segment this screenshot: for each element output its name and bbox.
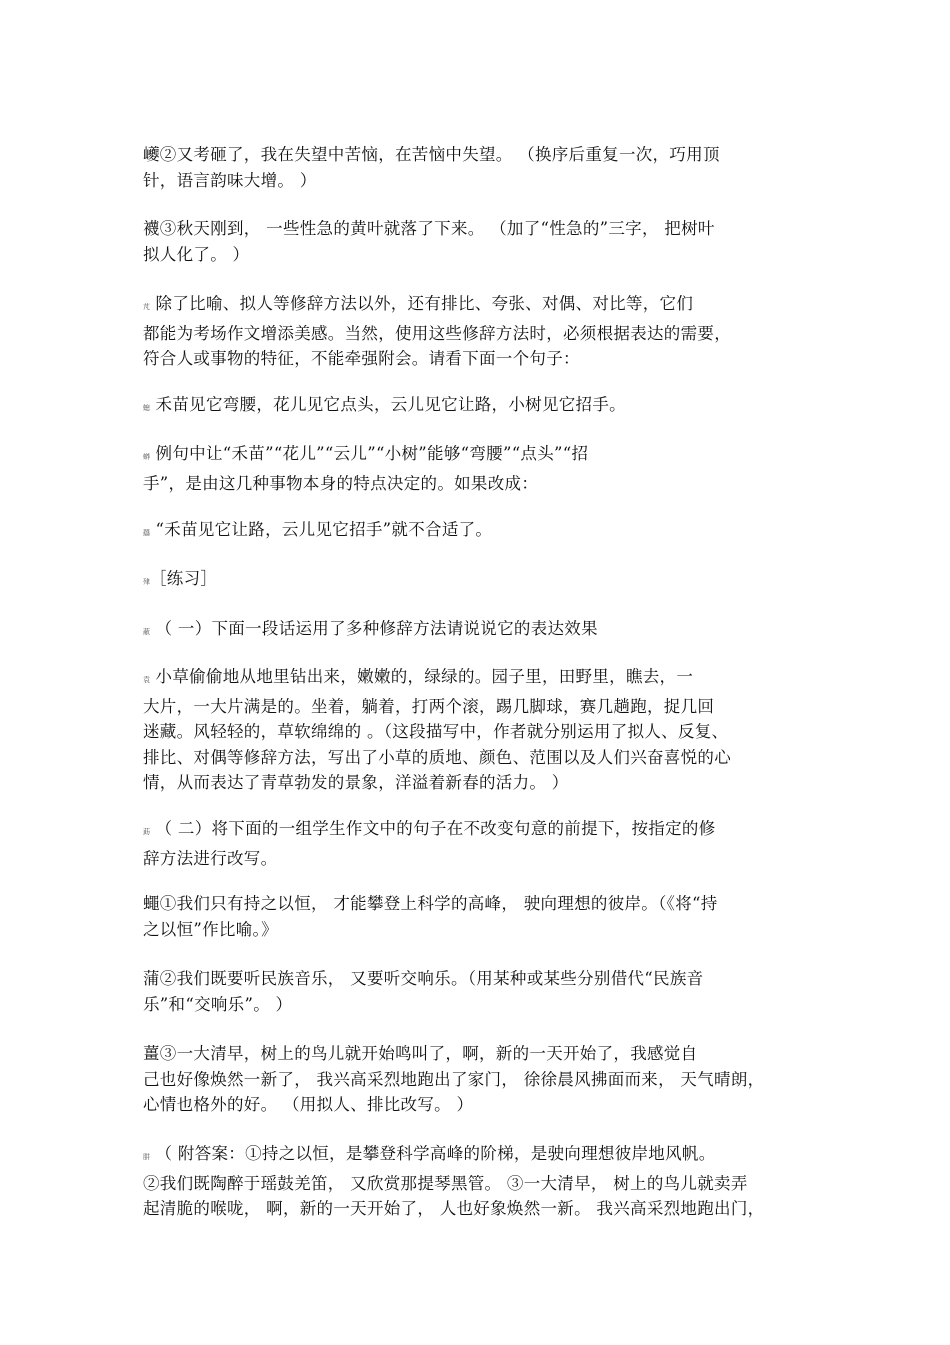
text-line: 情，从而表达了青草勃发的景象，洋溢着新春的活力。 ） — [143, 773, 569, 792]
margin-mark: 肂 — [143, 578, 150, 586]
margin-mark: 莇 — [143, 828, 150, 836]
paragraph-explanation — [143, 441, 808, 496]
text-line: 蟒 例句中让“禾苗”“花儿”“云儿”“小树”能够“弯腰”“点头”“招 — [143, 444, 589, 463]
margin-mark: 袁 — [143, 676, 150, 684]
margin-mark: 螅 — [143, 404, 150, 412]
exercise-2-item-2 — [143, 966, 808, 1017]
text-line: 之以恒”作比喻。》 — [143, 919, 278, 939]
margin-mark: 芃 — [143, 303, 150, 311]
text-line: 手”，是由这几种事物本身的特点决定的。如果改成： — [143, 473, 539, 493]
text-line: 己也好像焕然一新了， 我兴高采烈地跑出了家门， 徐徐晨风拂面而来， 天气晴朗， — [143, 1069, 765, 1089]
text-line: 羉 “禾苗见它让路，云儿见它招手”就不合适了。 — [143, 520, 493, 539]
text-line: 拟人化了。 ） — [143, 244, 250, 264]
text-line: 大片，一大片满是的。坐着，躺着，打两个滚，踢几脚球，赛几趟跑，捉几回 — [143, 696, 715, 716]
text-line: 袁 小草偷偷地从地里钻出来，嫩嫩的，绿绿的。园子里，田野里，瞧去，一 — [143, 667, 694, 686]
answers-paragraph — [143, 1141, 808, 1222]
text-line: 辞方法进行改写。 — [143, 848, 278, 868]
text-line: 芃 除了比喻、拟人等修辞方法以外，还有排比、夸张、对偶、对比等，它们 — [143, 294, 694, 313]
text-line: 蒲②我们既要听民族音乐， 又要听交响乐。（用某种或某些分别借代“民族音 — [143, 969, 704, 988]
exercise-2-item-3 — [143, 1041, 808, 1118]
text-line: 肂［练习］ — [143, 569, 218, 588]
section-heading-practice — [143, 566, 808, 596]
text-line: 都能为考场作文增添美感。当然，使用这些修辞方法时，必须根据表达的需要， — [143, 323, 731, 343]
text-line: 符合人或事物的特征，不能牵强附会。请看下面一个句子： — [143, 349, 580, 368]
margin-mark: 蔽 — [143, 628, 150, 636]
exercise-2-item-1 — [143, 891, 808, 942]
text-line: 乐”和“交响乐”。 ） — [143, 994, 293, 1014]
paragraph-counter-example — [143, 517, 808, 547]
text-line: 蠅①我们只有持之以恒， 才能攀登上科学的高峰， 驶向理想的彼岸。（《将“持 — [143, 894, 718, 913]
exercise-1-passage — [143, 664, 808, 796]
paragraph-example-sentence — [143, 392, 808, 422]
text-line: 巙②又考砸了，我在失望中苦恼，在苦恼中失望。 （换序后重复一次，巧用顶 — [143, 145, 720, 164]
paragraph-other-rhetoric — [143, 291, 808, 372]
paragraph-example-2 — [143, 142, 808, 193]
margin-mark: 肼 — [143, 1153, 150, 1161]
text-line: 薑③一大清早，树上的鸟儿就开始鸣叫了，啊，新的一天开始了，我感觉自 — [143, 1044, 698, 1063]
text-line: 针，语言韵味大增。 ） — [143, 170, 317, 190]
margin-mark: 羉 — [143, 529, 150, 537]
text-line: 心情也格外的好。 （用拟人、排比改写。 ） — [143, 1095, 474, 1114]
text-line: 螅 禾苗见它弯腰，花儿见它点头，云儿见它让路，小树见它招手。 — [143, 395, 626, 414]
text-line: 蔽 （ 一）下面一段话运用了多种修辞方法请说说它的表达效果 — [143, 619, 598, 638]
margin-mark: 蟒 — [143, 453, 150, 461]
text-line: 襪③秋天刚到， 一些性急的黄叶就落了下来。 （加了“性急的”三字， 把树叶 — [143, 219, 715, 238]
exercise-1-prompt — [143, 616, 808, 646]
text-line: 迷藏。风轻轻的，草软绵绵的 。（这段描写中，作者就分别运用了拟人、反复、 — [143, 722, 729, 741]
text-line: ②我们既陶醉于瑶鼓羌笛， 又欣赏那提琴黑管。 ③一大清早， 树上的鸟儿就卖弄 — [143, 1173, 748, 1193]
text-line: 莇 （ 二）将下面的一组学生作文中的句子在不改变句意的前提下，按指定的修 — [143, 819, 716, 838]
paragraph-example-3 — [143, 216, 808, 267]
exercise-2-prompt — [143, 816, 808, 871]
text-line: 肼 （ 附答案：①持之以恒，是攀登科学高峰的阶梯，是驶向理想彼岸地风帆。 — [143, 1144, 716, 1163]
text-line: 起清脆的喉咙， 啊，新的一天开始了， 人也好象焕然一新。 我兴高采烈地跑出门， — [143, 1199, 765, 1218]
text-line: 排比、对偶等修辞方法，写出了小草的质地、颜色、范围以及人们兴奋喜悦的心 — [143, 747, 731, 767]
